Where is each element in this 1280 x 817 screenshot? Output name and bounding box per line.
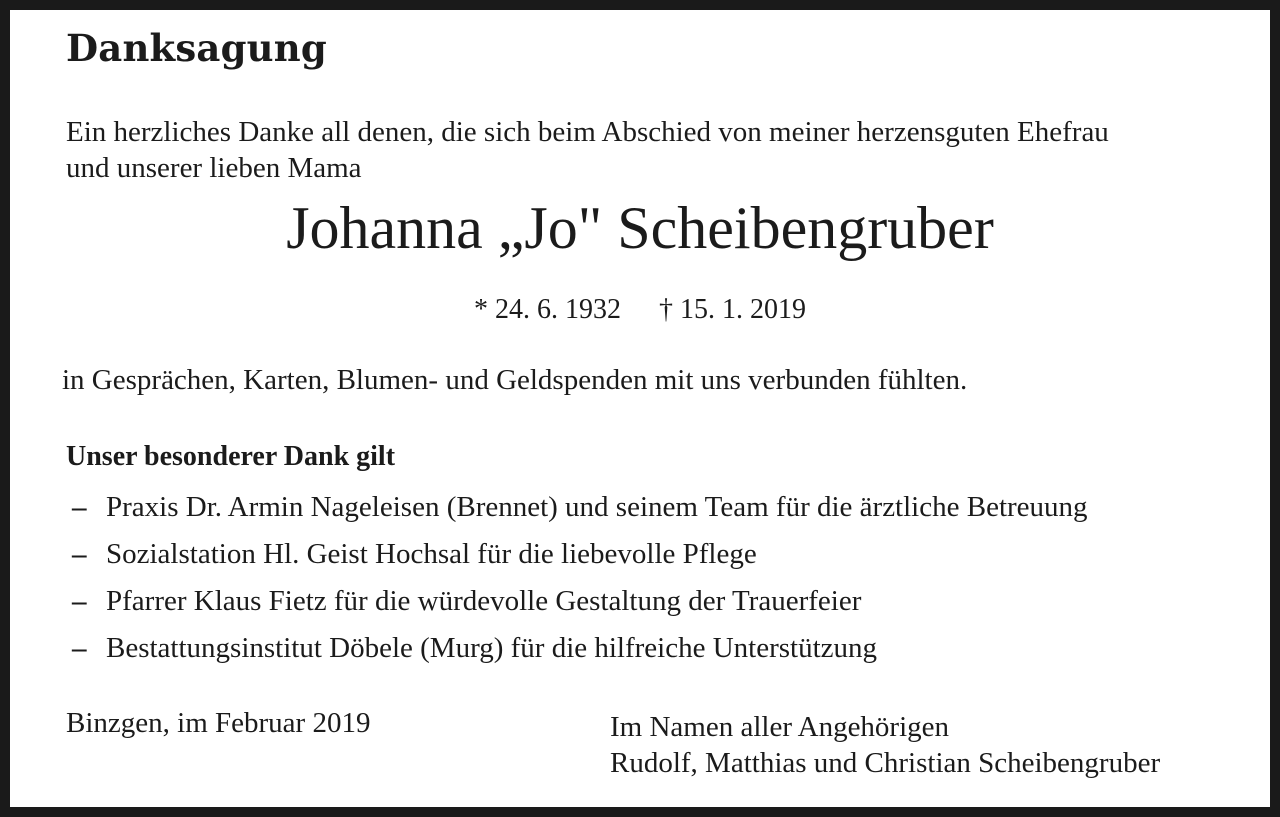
signature-line-2: Rudolf, Matthias und Christian Scheibengruber: [610, 747, 1161, 779]
connected-text: in Gesprächen, Karten, Blumen- und Geldspenden mit uns verbunden fühlten.: [62, 364, 968, 396]
life-dates: [10, 296, 1270, 324]
list-item-text: Sozialstation Hl. Geist Hochsal für die liebevolle Pflege: [106, 538, 757, 570]
obituary-card: [10, 10, 1270, 807]
place-date: Binzgen, im Februar 2019: [66, 707, 371, 739]
death-date: † 15. 1. 2019: [659, 294, 806, 325]
intro-text: [66, 114, 1109, 186]
birth-date: * 24. 6. 1932: [474, 294, 621, 325]
signature-block: [610, 709, 1160, 781]
page-title: Danksagung: [66, 26, 327, 70]
bullet-dash: –: [72, 632, 87, 664]
bullet-dash: –: [72, 491, 87, 523]
special-thanks-heading: Unser besonderer Dank gilt: [66, 441, 396, 472]
intro-line-1: Ein herzliches Danke all denen, die sich beim Abschied von meiner herzensguten Ehefrau: [66, 116, 1109, 148]
list-item-text: Pfarrer Klaus Fietz für die würdevolle Gestaltung der Trauerfeier: [106, 585, 862, 617]
intro-line-2: und unserer lieben Mama: [66, 152, 362, 184]
signature-line-1: Im Namen aller Angehörigen: [610, 711, 950, 743]
bullet-dash: –: [72, 585, 87, 617]
deceased-name: Johanna „Jo" Scheibengruber: [286, 195, 994, 261]
bullet-dash: –: [72, 538, 87, 570]
list-item-text: Bestattungsinstitut Döbele (Murg) für die hilfreiche Unterstützung: [106, 632, 878, 664]
list-item-text: Praxis Dr. Armin Nageleisen (Brennet) und seinem Team für die ärztliche Betreuung: [106, 491, 1088, 523]
